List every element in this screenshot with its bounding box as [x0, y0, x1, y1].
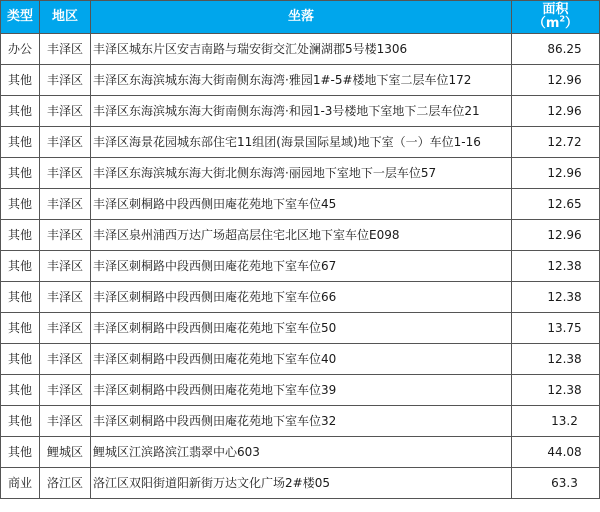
cell-size: 12.96 — [512, 65, 600, 96]
header-area: 地区 — [40, 1, 91, 34]
cell-size: 12.38 — [512, 344, 600, 375]
table-row — [1, 313, 600, 344]
cell-type: 其他 — [1, 189, 40, 220]
cell-area: 丰泽区 — [40, 251, 91, 282]
table-row — [1, 158, 600, 189]
cell-area: 丰泽区 — [40, 282, 91, 313]
table-row — [1, 96, 600, 127]
cell-type: 办公 — [1, 34, 40, 65]
cell-size: 12.96 — [512, 96, 600, 127]
cell-type: 其他 — [1, 406, 40, 437]
header-size-unit: $(m^2)$ — [532, 14, 579, 31]
cell-area: 丰泽区 — [40, 127, 91, 158]
cell-type: 其他 — [1, 344, 40, 375]
table-row — [1, 127, 600, 158]
header-address: 坐落 — [91, 1, 512, 34]
cell-size: 13.2 — [512, 406, 600, 437]
table-body — [1, 34, 600, 499]
cell-area: 鲤城区 — [40, 437, 91, 468]
cell-area: 丰泽区 — [40, 375, 91, 406]
cell-address: 丰泽区刺桐路中段西侧田庵花苑地下室车位66 — [91, 282, 512, 313]
cell-size: 86.25 — [512, 34, 600, 65]
table-row — [1, 375, 600, 406]
cell-type: 其他 — [1, 375, 40, 406]
cell-type: 商业 — [1, 468, 40, 499]
cell-address: 丰泽区东海滨城东海大街南侧东海湾·和园1-3号楼地下室地下二层车位21 — [91, 96, 512, 127]
table-row — [1, 344, 600, 375]
table-header — [1, 1, 600, 34]
table-row — [1, 65, 600, 96]
cell-size: 12.38 — [512, 282, 600, 313]
cell-address: 丰泽区海景花园城东部住宅11组团(海景国际星域)地下室（一）车位1-16 — [91, 127, 512, 158]
cell-address: 丰泽区刺桐路中段西侧田庵花苑地下室车位50 — [91, 313, 512, 344]
header-type: 类型 — [1, 1, 40, 34]
table-row — [1, 34, 600, 65]
cell-address: 丰泽区东海滨城东海大街南侧东海湾·雅园1#-5#楼地下室二层车位172 — [91, 65, 512, 96]
cell-type: 其他 — [1, 251, 40, 282]
cell-size: 13.75 — [512, 313, 600, 344]
table-row — [1, 437, 600, 468]
cell-area: 丰泽区 — [40, 406, 91, 437]
cell-address: 丰泽区刺桐路中段西侧田庵花苑地下室车位45 — [91, 189, 512, 220]
table-row — [1, 251, 600, 282]
cell-area: 丰泽区 — [40, 344, 91, 375]
cell-type: 其他 — [1, 282, 40, 313]
cell-type: 其他 — [1, 96, 40, 127]
cell-size: 12.38 — [512, 375, 600, 406]
table-row — [1, 406, 600, 437]
cell-area: 丰泽区 — [40, 65, 91, 96]
cell-type: 其他 — [1, 437, 40, 468]
cell-address: 丰泽区城东片区安吉南路与瑞安街交汇处澜湖郡5号楼1306 — [91, 34, 512, 65]
cell-area: 丰泽区 — [40, 34, 91, 65]
cell-type: 其他 — [1, 313, 40, 344]
cell-address: 丰泽区泉州浦西万达广场超高层住宅北区地下室车位E098 — [91, 220, 512, 251]
cell-address: 丰泽区东海滨城东海大街北侧东海湾·丽园地下室地下一层车位57 — [91, 158, 512, 189]
cell-size: 12.96 — [512, 158, 600, 189]
cell-address: 鲤城区江滨路滨江翡翠中心603 — [91, 437, 512, 468]
cell-area: 丰泽区 — [40, 96, 91, 127]
cell-size: 63.3 — [512, 468, 600, 499]
cell-address: 丰泽区刺桐路中段西侧田庵花苑地下室车位32 — [91, 406, 512, 437]
table-row — [1, 220, 600, 251]
cell-address: 丰泽区刺桐路中段西侧田庵花苑地下室车位39 — [91, 375, 512, 406]
cell-type: 其他 — [1, 65, 40, 96]
cell-area: 洛江区 — [40, 468, 91, 499]
table-row — [1, 189, 600, 220]
cell-size: 44.08 — [512, 437, 600, 468]
header-size-label: 面积 — [542, 2, 569, 17]
cell-size: 12.96 — [512, 220, 600, 251]
cell-area: 丰泽区 — [40, 220, 91, 251]
cell-address: 洛江区双阳街道阳新街万达文化广场2#楼05 — [91, 468, 512, 499]
cell-size: 12.38 — [512, 251, 600, 282]
header-size — [512, 1, 600, 34]
table-row — [1, 282, 600, 313]
cell-area: 丰泽区 — [40, 313, 91, 344]
cell-size: 12.72 — [512, 127, 600, 158]
cell-type: 其他 — [1, 158, 40, 189]
cell-address: 丰泽区刺桐路中段西侧田庵花苑地下室车位40 — [91, 344, 512, 375]
table-row — [1, 468, 600, 499]
cell-size: 12.65 — [512, 189, 600, 220]
cell-type: 其他 — [1, 127, 40, 158]
cell-area: 丰泽区 — [40, 158, 91, 189]
header-row — [1, 1, 600, 34]
cell-type: 其他 — [1, 220, 40, 251]
cell-address: 丰泽区刺桐路中段西侧田庵花苑地下室车位67 — [91, 251, 512, 282]
cell-area: 丰泽区 — [40, 189, 91, 220]
